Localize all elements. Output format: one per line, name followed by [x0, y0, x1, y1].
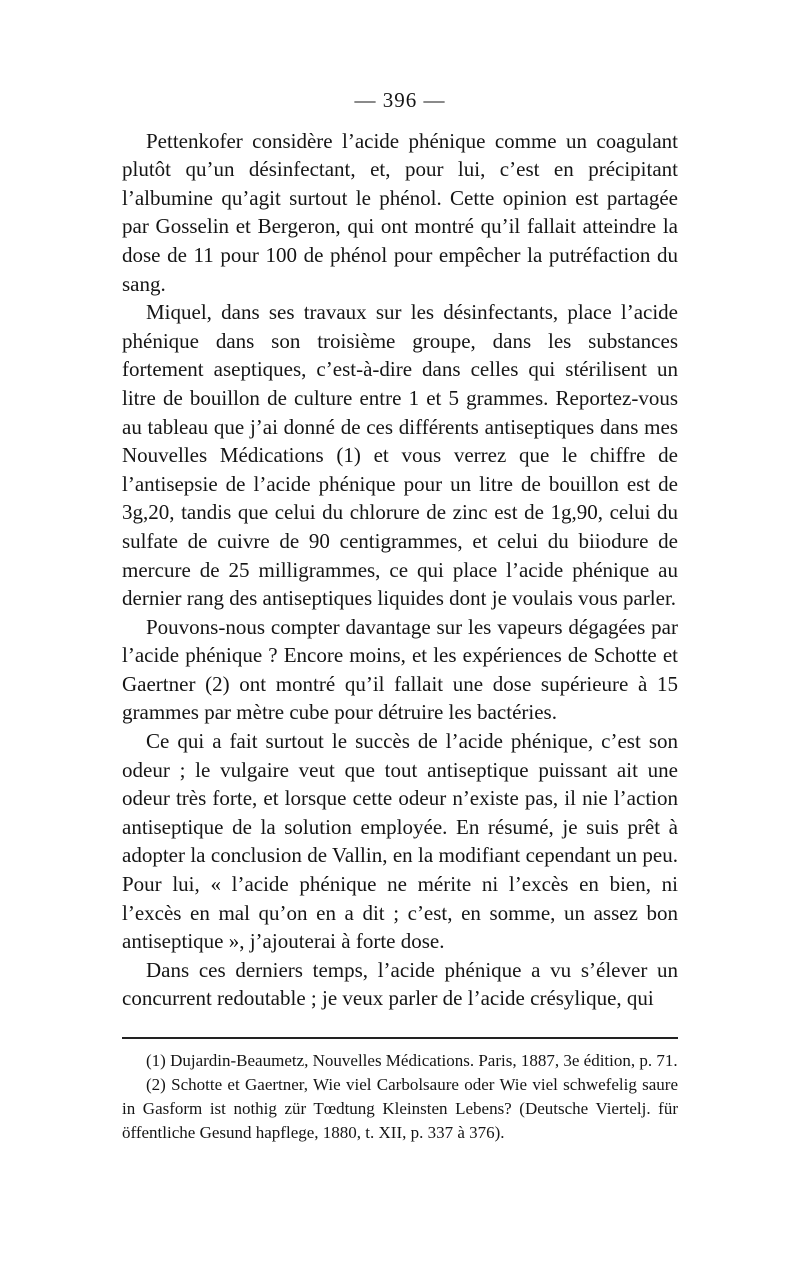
- book-page: [122, 86, 678, 1145]
- footnote-1: (1) Dujardin-Beaumetz, Nouvelles Médications. Paris, 1887, 3e édition, p. 71.: [146, 1051, 678, 1070]
- footnote-2: (2) Schotte et Gaertner, Wie viel Carbolsaure oder Wie viel schwefelig saure in Gasform ist nothig zür Tœdtung Kleinsten Lebens? (Deutsche Viertelj. für öffentliche Gesund hapflege, 1880, t. XII, p. 337 à 376).: [122, 1075, 678, 1142]
- paragraph-cresylique: Dans ces derniers temps, l’acide phénique a vu s’élever un concurrent redoutable ; je veux parler de l’acide crésylique, qui: [122, 957, 678, 1011]
- paragraph-pettenkofer: Pettenkofer considère l’acide phénique comme un coagulant plutôt qu’un désinfectant, et, pour lui, c’est en précipitant l’albumine qu’agit surtout le phénol. Cette opinion est partagée par Gosselin et Bergeron, qui ont montré qu’il fallait atteindre la dose de 11 pour 100 de phénol pour empêcher la putréfaction du sang.: [122, 128, 678, 296]
- footnote-divider: [122, 1037, 678, 1039]
- paragraph-miquel: Miquel, dans ses travaux sur les désinfectants, place l’acide phénique dans son troisième groupe, dans les substances fortement aseptiques, c’est-à-dire dans celles qui stérilisent un litre de bouillon de culture entre 1 et 5 grammes. Reportez-vous au tableau que j’ai donné de ces différents antiseptiques dans mes Nouvelles Médications (1) et vous verrez que le chiffre de l’antisepsie de l’acide phénique pour un litre de bouillon est de 3g,20, tandis que celui du chlorure de zinc est de 1g,90, celui du sulfate de cuivre de 90 centigrammes, et celui du biiodure de mercure de 25 milligrammes, ce qui place l’acide phénique au dernier rang des antiseptiques liquides dont je voulais vous parler.: [122, 300, 678, 611]
- paragraph-odeur: Ce qui a fait surtout le succès de l’acide phénique, c’est son odeur ; le vulgaire veut que tout antiseptique puissant ait une odeur très forte, et lorsque cette odeur n’existe pas, il nie l’action antiseptique de la solution employée. En résumé, je suis prêt à adopter la conclusion de Vallin, en la modifiant cependant un peu. Pour lui, « l’acide phénique ne mérite ni l’excès en bien, ni l’excès en mal qu’on en a dit ; c’est, en somme, un assez bon antiseptique », j’ajouterai à forte dose.: [122, 729, 678, 954]
- paragraph-vapeurs: Pouvons-nous compter davantage sur les vapeurs dégagées par l’acide phénique ? Encore moins, et les expériences de Schotte et Gaertner (2) ont montré qu’il fallait une dose supérieure à 15 grammes par mètre cube pour détruire les bactéries.: [122, 614, 678, 725]
- page-number: — 396 —: [354, 88, 446, 112]
